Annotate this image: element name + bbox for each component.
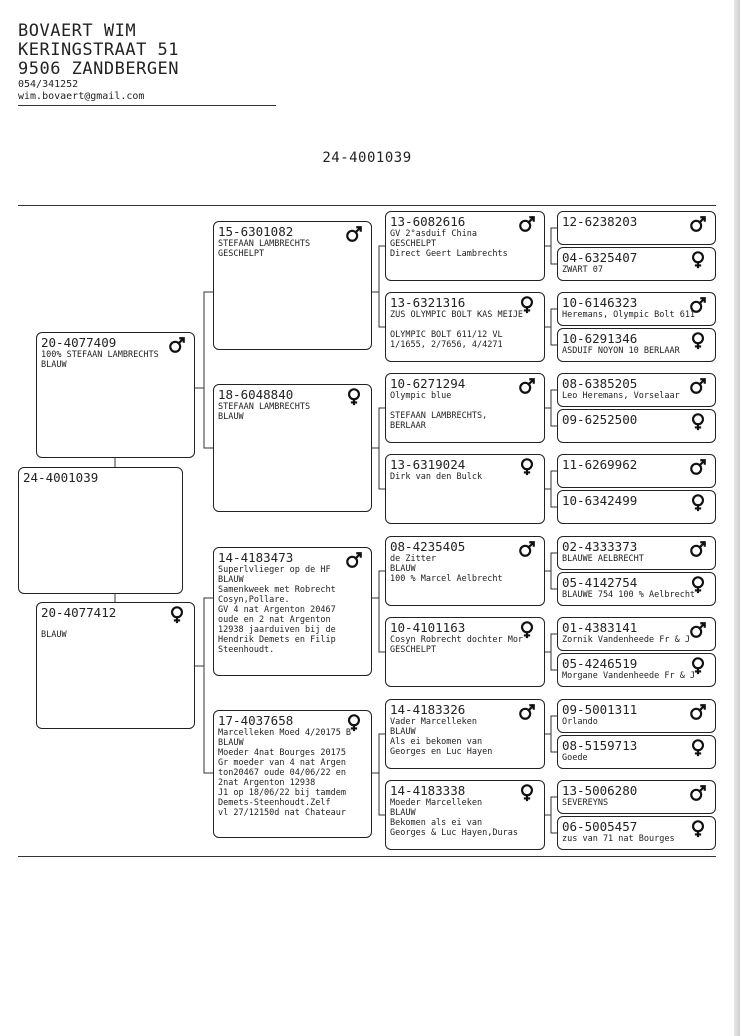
pedigree-card-gggp-5[interactable] [557, 373, 716, 407]
ring-number: 14-4183326 [390, 702, 466, 717]
pedigree-card-gp-4[interactable] [213, 710, 372, 838]
bird-info-line: Bekomen als ei van [390, 818, 483, 828]
female-symbol-icon [689, 820, 707, 838]
bird-info-line: Zornik Vandenheede Fr & J [562, 635, 690, 645]
ring-number: 14-4183473 [218, 550, 294, 565]
bird-info-line: Samenkweek met Robrecht [218, 585, 336, 595]
pedigree-card-gggp-4[interactable] [557, 328, 716, 362]
pedigree-card-gggp-11[interactable] [557, 617, 716, 651]
pedigree-card-gggp-6[interactable] [557, 409, 716, 443]
male-symbol-icon [345, 225, 363, 243]
bird-info-line: STEFAAN LAMBRECHTS, [390, 411, 488, 421]
female-symbol-icon [345, 714, 363, 732]
bird-info-line: Demets-Steenhoudt.Zelf [218, 798, 331, 808]
female-symbol-icon [345, 388, 363, 406]
pedigree-card-ggp-2[interactable] [385, 292, 545, 362]
female-symbol-icon [689, 251, 707, 269]
bird-info-line: Gr moeder van 4 nat Argen [218, 758, 346, 768]
ring-number: 04-6325407 [562, 250, 638, 265]
ring-number: 13-6082616 [390, 214, 466, 229]
bird-info-line: BLAUW [390, 564, 416, 574]
bird-info-line: 2nat Argenton 12938 [218, 778, 316, 788]
bird-info-line: GESCHELPT [390, 239, 437, 249]
pedigree-card-gggp-15[interactable] [557, 780, 716, 814]
male-symbol-icon [689, 621, 707, 639]
ring-number: 08-6385205 [562, 376, 638, 391]
bird-info-line [390, 401, 540, 411]
bird-info-line: Moeder 4nat Bourges 20175 [218, 748, 346, 758]
ring-number: 24-4001039 [23, 470, 99, 485]
bird-info-line [390, 320, 540, 330]
male-symbol-icon [689, 784, 707, 802]
bird-info-line: GV 4 nat Argenton 20467 [218, 605, 336, 615]
female-symbol-icon [518, 296, 536, 314]
pedigree-card-gggp-7[interactable] [557, 454, 716, 488]
pedigree-card-dam[interactable] [36, 602, 195, 729]
pedigree-card-gggp-13[interactable] [557, 699, 716, 733]
ring-number: 13-5006280 [562, 783, 638, 798]
bird-info-line: Moeder Marcelleken [390, 798, 483, 808]
bird-info-line: Leo Heremans, Vorselaar [562, 391, 680, 401]
bird-info-line: 1/1655, 2/7656, 4/4271 [390, 340, 503, 350]
female-symbol-icon [689, 332, 707, 350]
ring-number: 11-6269962 [562, 457, 638, 472]
owner-name: BOVAERT WIM [18, 21, 137, 41]
pedigree-card-ggp-4[interactable] [385, 454, 545, 524]
bird-info-line: 12938 jaarduiven bij de [218, 625, 336, 635]
ring-number: 01-4383141 [562, 620, 638, 635]
bird-info-line: BLAUW [41, 630, 67, 640]
ring-number: 15-6301082 [218, 224, 294, 239]
ring-number: 14-4183338 [390, 783, 466, 798]
bird-info-line: Steenhoudt. [218, 645, 275, 655]
female-symbol-icon [689, 413, 707, 431]
bird-info-line: OLYMPIC BOLT 611/12 VL [390, 330, 503, 340]
bird-info-line: J1 op 18/06/22 bij tamdem [218, 788, 346, 798]
ring-number: 06-5005457 [562, 819, 638, 834]
female-symbol-icon [689, 739, 707, 757]
pedigree-card-gp-1[interactable] [213, 221, 372, 350]
bird-info-line: BLAUW [41, 360, 67, 370]
bird-info-line: STEFAAN LAMBRECHTS [218, 402, 311, 412]
bird-info-line: BLAUW [218, 575, 244, 585]
bird-info-line: Orlando [562, 717, 598, 727]
bird-info-line: zus van 71 nat Bourges [562, 834, 675, 844]
ring-number: 09-5001311 [562, 702, 638, 717]
pedigree-card-gggp-3[interactable] [557, 292, 716, 326]
bird-info-line: Dirk van den Bulck [390, 472, 483, 482]
bird-info-line: BLAUW [390, 727, 416, 737]
pedigree-card-subject[interactable] [18, 467, 183, 594]
female-symbol-icon [689, 657, 707, 675]
male-symbol-icon [518, 215, 536, 233]
bird-info-line: ZUS OLYMPIC BOLT KAS MEIJE [390, 310, 524, 320]
pedigree-card-ggp-5[interactable] [385, 536, 545, 606]
pedigree-card-gggp-9[interactable] [557, 536, 716, 570]
female-symbol-icon [518, 621, 536, 639]
bird-info-line: ASDUIF NOYON 10 BERLAAR [562, 346, 680, 356]
bird-info-line: Vader Marcelleken [390, 717, 477, 727]
ring-number: 20-4077409 [41, 335, 117, 350]
ring-number: 17-4037658 [218, 713, 294, 728]
ring-number: 05-4142754 [562, 575, 638, 590]
male-symbol-icon [518, 703, 536, 721]
pedigree-card-gggp-2[interactable] [557, 247, 716, 281]
ring-number: 09-6252500 [562, 412, 638, 427]
pedigree-card-ggp-7[interactable] [385, 699, 545, 769]
ring-number: 05-4246519 [562, 656, 638, 671]
pedigree-card-gp-3[interactable] [213, 547, 372, 676]
bird-info-line: STEFAAN LAMBRECHTS [218, 239, 311, 249]
male-symbol-icon [689, 703, 707, 721]
bird-info-line: Georges en Luc Hayen [390, 747, 493, 757]
ring-number: 08-5159713 [562, 738, 638, 753]
bird-info-line: Cosyn Robrecht dochter Mor [390, 635, 524, 645]
bird-info-line: BLAUWE 754 100 % Aelbrecht [562, 590, 696, 600]
female-symbol-icon [518, 458, 536, 476]
bird-info-line: Hendrik Demets en Filip [218, 635, 336, 645]
pedigree-card-ggp-3[interactable] [385, 373, 545, 443]
pedigree-card-gggp-16[interactable] [557, 816, 716, 850]
bird-info-line: vl 27/12150d nat Chateaur [218, 808, 346, 818]
bird-info-line: Superlvlieger op de HF [218, 565, 331, 575]
bird-info-line: Olympic blue [390, 391, 452, 401]
ring-number: 10-4101163 [390, 620, 466, 635]
pedigree-card-gp-2[interactable] [213, 384, 372, 512]
pedigree-card-gggp-10[interactable] [557, 572, 716, 606]
ring-number: 18-6048840 [218, 387, 294, 402]
bird-info-line: Als ei bekomen van [390, 737, 483, 747]
bird-info-line: Goede [562, 753, 588, 763]
owner-city: 9506 ZANDBERGEN [18, 59, 180, 79]
bird-info-line: 100 % Marcel Aelbrecht [390, 574, 503, 584]
male-symbol-icon [689, 215, 707, 233]
pedigree-card-ggp-8[interactable] [385, 780, 545, 850]
owner-email[interactable]: wim.bovaert@gmail.com [18, 91, 145, 102]
ring-number: 13-6321316 [390, 295, 466, 310]
bird-info-line: GV 2°asduif China [390, 229, 477, 239]
male-symbol-icon [345, 551, 363, 569]
male-symbol-icon [518, 540, 536, 558]
pedigree-card-ggp-6[interactable] [385, 617, 545, 687]
owner-street: KERINGSTRAAT 51 [18, 40, 180, 60]
male-symbol-icon [689, 540, 707, 558]
female-symbol-icon [689, 576, 707, 594]
bird-info-line: Cosyn,Pollare. [218, 595, 290, 605]
pedigree-card-gggp-12[interactable] [557, 653, 716, 687]
bird-info-line: 100% STEFAAN LAMBRECHTS [41, 350, 159, 360]
pedigree-card-ggp-1[interactable] [385, 211, 545, 281]
female-symbol-icon [168, 606, 186, 624]
bird-info-line: BLAUW [218, 412, 244, 422]
bird-info-line: de Zitter [390, 554, 437, 564]
ring-number: 08-4235405 [390, 539, 466, 554]
bird-info-line: SEVEREYNS [562, 798, 609, 808]
female-symbol-icon [689, 494, 707, 512]
ring-number: 10-6342499 [562, 493, 638, 508]
bird-info-line: Georges & Luc Hayen,Duras [390, 828, 518, 838]
male-symbol-icon [689, 458, 707, 476]
ring-number: 13-6319024 [390, 457, 466, 472]
bird-info-line: GESCHELPT [218, 249, 265, 259]
bird-info-line: GESCHELPT [390, 645, 437, 655]
bird-info-line: Direct Geert Lambrechts [390, 249, 508, 259]
bird-info-line: BLAUW [390, 808, 416, 818]
ring-number: 10-6291346 [562, 331, 638, 346]
pedigree-title-ring: 24-4001039 [322, 150, 412, 166]
pedigree-card-gggp-8[interactable] [557, 490, 716, 524]
pedigree-card-sire[interactable] [36, 332, 195, 458]
bird-info-line: Morgane Vandenheede Fr & J [562, 671, 696, 681]
bird-info-line: ton20467 oude 04/06/22 en [218, 768, 346, 778]
ring-number: 12-6238203 [562, 214, 638, 229]
male-symbol-icon [689, 296, 707, 314]
pedigree-card-gggp-1[interactable] [557, 211, 716, 245]
owner-phone: 054/341252 [18, 79, 79, 90]
bird-info-line: BERLAAR [390, 421, 426, 431]
pedigree-card-gggp-14[interactable] [557, 735, 716, 769]
male-symbol-icon [168, 336, 186, 354]
bird-info-line: Marcelleken Moed 4/20175 B [218, 728, 352, 738]
ring-number: 02-4333373 [562, 539, 638, 554]
male-symbol-icon [518, 377, 536, 395]
male-symbol-icon [689, 377, 707, 395]
bird-info-line: ZWART 07 [562, 265, 603, 275]
bird-info-line: BLAUW [218, 738, 244, 748]
bird-info-line: oude en 2 nat Argenton [218, 615, 331, 625]
ring-number: 20-4077412 [41, 605, 117, 620]
ring-number: 10-6146323 [562, 295, 638, 310]
bird-info-line: BLAUWE AELBRECHT [562, 554, 644, 564]
ring-number: 10-6271294 [390, 376, 466, 391]
bird-info-line: Heremans, Olympic Bolt 611 [562, 310, 696, 320]
female-symbol-icon [518, 784, 536, 802]
